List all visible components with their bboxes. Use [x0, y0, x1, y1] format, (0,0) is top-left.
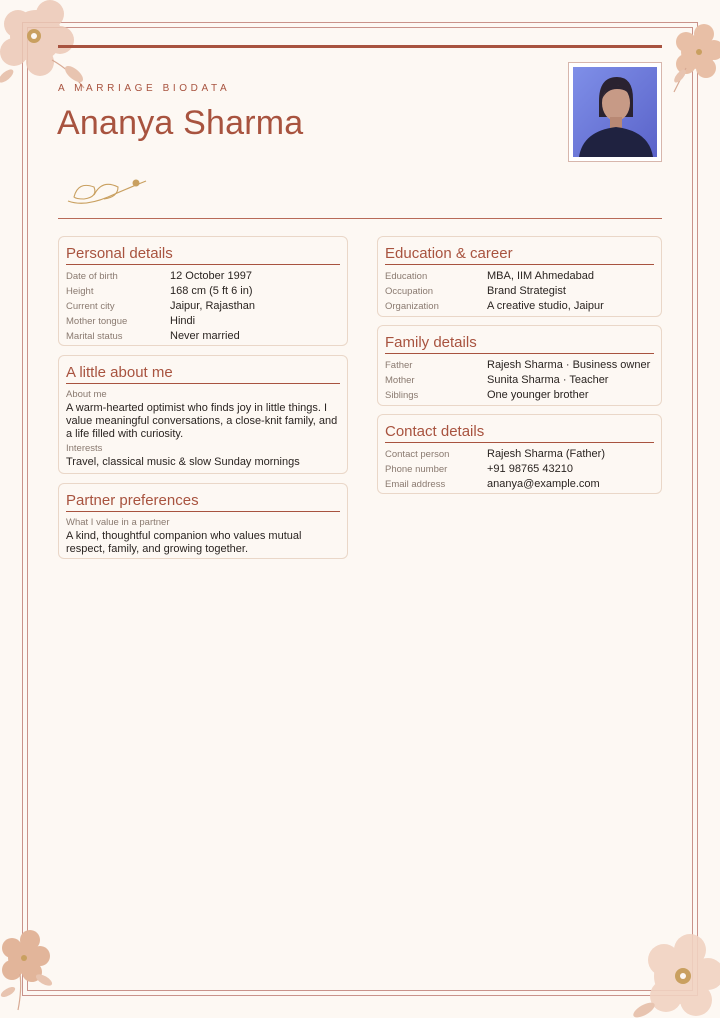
family-details-card: [377, 325, 662, 406]
detail-label: Marital status: [66, 331, 123, 342]
detail-label: Mother: [385, 375, 415, 386]
detail-value: Brand Strategist: [487, 285, 566, 297]
detail-row: [385, 462, 654, 477]
detail-value: MBA, IIM Ahmedabad: [487, 270, 594, 282]
profile-photo: [568, 62, 662, 162]
partner-value-text: A kind, thoughtful companion who values mutual respect, family, and growing together.: [66, 530, 302, 555]
detail-row: [385, 373, 654, 388]
education-career-heading: Education & career: [385, 245, 654, 265]
personal-details-card: [58, 236, 348, 346]
detail-value: Never married: [170, 330, 240, 342]
decorative-flourish-icon: [64, 173, 154, 209]
detail-label: Education: [385, 271, 428, 282]
detail-label: Height: [66, 286, 94, 297]
header-top-rule: [58, 45, 662, 48]
flower-decoration-bottom-right: [630, 930, 720, 1018]
detail-row: [385, 388, 654, 403]
personal-details-heading: Personal details: [66, 245, 340, 265]
detail-label: Organization: [385, 301, 439, 312]
detail-value: ananya@example.com: [487, 478, 600, 490]
detail-row: [385, 447, 654, 462]
detail-label: Date of birth: [66, 271, 118, 282]
detail-value: One younger brother: [487, 389, 589, 401]
detail-value: 12 October 1997: [170, 270, 252, 282]
detail-row: [385, 358, 654, 373]
about-me-label: About me: [66, 389, 107, 400]
about-me-text: A warm-hearted optimist who finds joy in little things. I value meaningful conversations, a close-knit family, and a life filled with curiosity.: [66, 402, 338, 440]
detail-row: [66, 284, 340, 299]
detail-value: 168 cm (5 ft 6 in): [170, 285, 253, 297]
detail-value: Hindi: [170, 315, 196, 327]
detail-row: [66, 314, 340, 329]
detail-row: [385, 299, 654, 314]
detail-row: [385, 269, 654, 284]
detail-row: [66, 329, 340, 344]
detail-value: A creative studio, Jaipur: [487, 300, 604, 312]
detail-row: [385, 284, 654, 299]
education-career-card: [377, 236, 662, 317]
family-details-heading: Family details: [385, 334, 654, 354]
detail-label: Mother tongue: [66, 316, 128, 327]
header-divider: [58, 218, 662, 219]
contact-details-card: [377, 414, 662, 494]
detail-label: Contact person: [385, 449, 450, 460]
contact-details-heading: Contact details: [385, 423, 654, 443]
detail-value: Rajesh Sharma · Business owner: [487, 359, 651, 371]
detail-label: Father: [385, 360, 413, 371]
detail-row: [66, 299, 340, 314]
document-kicker: A MARRIAGE BIODATA: [58, 83, 231, 94]
partner-preferences-card: [58, 483, 348, 559]
detail-label: Occupation: [385, 286, 434, 297]
detail-row: [66, 269, 340, 284]
detail-row: [385, 477, 654, 492]
flower-decoration-bottom-left: [0, 930, 60, 1018]
detail-value: Sunita Sharma · Teacher: [487, 374, 609, 386]
interests-label: Interests: [66, 443, 103, 454]
flower-decoration-top-right: [660, 18, 720, 93]
detail-value: Rajesh Sharma (Father): [487, 448, 605, 460]
partner-preferences-heading: Partner preferences: [66, 492, 340, 512]
detail-value: Jaipur, Rajasthan: [170, 300, 255, 312]
detail-label: Current city: [66, 301, 115, 312]
detail-label: Phone number: [385, 464, 448, 475]
candidate-name: Ananya Sharma: [57, 104, 304, 142]
about-me-heading: A little about me: [66, 364, 340, 384]
detail-value: +91 98765 43210: [487, 463, 573, 475]
detail-label: Siblings: [385, 390, 419, 401]
interests-text: Travel, classical music & slow Sunday mornings: [66, 456, 300, 468]
partner-value-label: What I value in a partner: [66, 517, 170, 528]
detail-label: Email address: [385, 479, 446, 490]
about-me-card: [58, 355, 348, 474]
